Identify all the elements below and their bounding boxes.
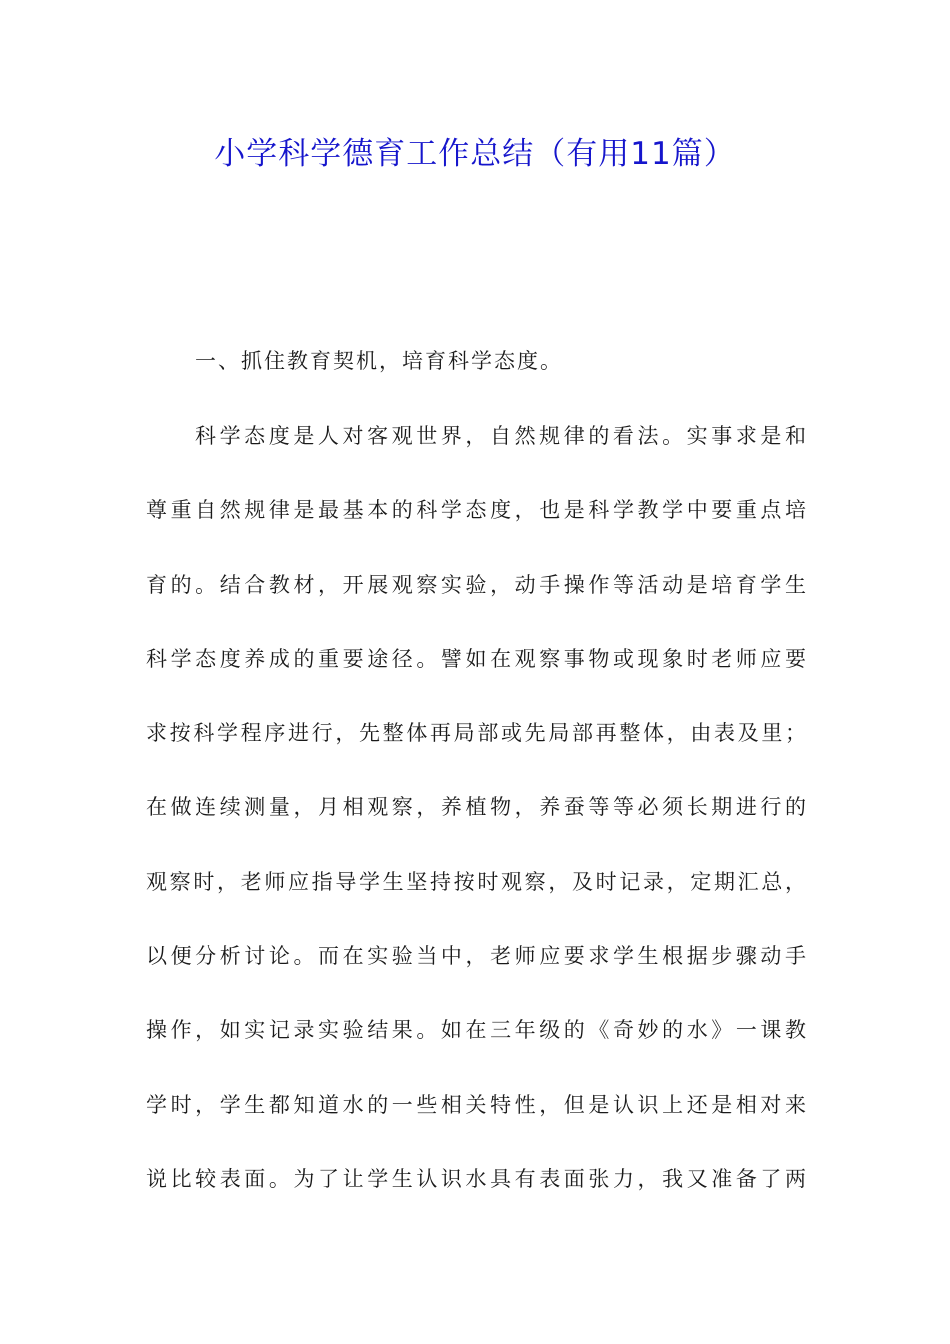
paragraph-line: 观察时，老师应指导学生坚持按时观察，及时记录，定期汇总， <box>146 869 806 894</box>
paragraph-line: 说比较表面。为了让学生认识水具有表面张力，我又准备了两 <box>146 1166 806 1191</box>
document-title: 小学科学德育工作总结（有用11篇） <box>214 136 736 172</box>
paragraph-line: 以便分析讨论。而在实验当中，老师应要求学生根据步骤动手 <box>146 944 806 969</box>
paragraph-line: 科学态度是人对客观世界，自然规律的看法。实事求是和 <box>195 424 806 448</box>
paragraph-line: 求按科学程序进行，先整体再局部或先局部再整体，由表及里； <box>146 721 806 746</box>
section-heading: 一、抓住教育契机，培育科学态度。 <box>195 349 563 373</box>
paragraph-line: 尊重自然规律是最基本的科学态度，也是科学教学中要重点培 <box>146 498 806 523</box>
paragraph-line: 学时，学生都知道水的一些相关特性，但是认识上还是相对来 <box>146 1092 806 1117</box>
paragraph-line: 育的。结合教材，开展观察实验，动手操作等活动是培育学生 <box>146 572 806 597</box>
paragraph-line: 在做连续测量，月相观察，养植物，养蚕等等必须长期进行的 <box>146 795 806 820</box>
paragraph-line: 科学态度养成的重要途径。譬如在观察事物或现象时老师应要 <box>146 646 806 671</box>
body-paragraph <box>146 416 806 1233</box>
paragraph-line: 操作，如实记录实验结果。如在三年级的《奇妙的水》一课教 <box>146 1018 806 1043</box>
